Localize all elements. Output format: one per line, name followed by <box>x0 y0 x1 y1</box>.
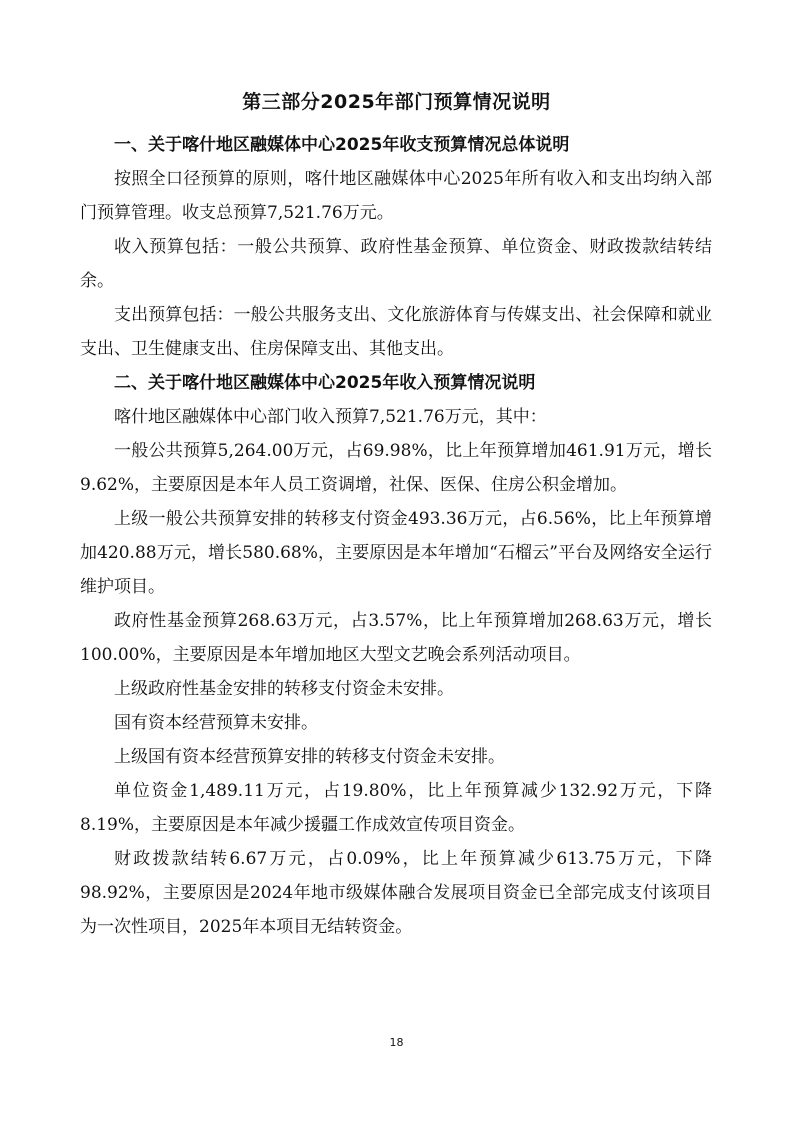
paragraph: 支出预算包括：一般公共服务支出、文化旅游体育与传媒支出、社会保障和就业支出、卫生健康支出、住房保障支出、其他支出。 <box>80 305 712 359</box>
page-title: 第三部分2025年部门预算情况说明 <box>242 91 551 113</box>
paragraph: 财政拨款结转6.67万元，占0.09%，比上年预算减少613.75万元，下降98.92%，主要原因是2024年地市级媒体融合发展项目资金已全部完成支付该项目为一次性项目，2025年本项目无结转资金。 <box>80 849 712 937</box>
document-body <box>80 128 712 944</box>
paragraph: 单位资金1,489.11万元，占19.80%，比上年预算减少132.92万元，下降8.19%，主要原因是本年减少援疆工作成效宣传项目资金。 <box>80 781 712 835</box>
paragraph: 按照全口径预算的原则，喀什地区融媒体中心2025年所有收入和支出均纳入部门预算管理。收支总预算7,521.76万元。 <box>80 169 712 223</box>
paragraph: 喀什地区融媒体中心部门收入预算7,521.76万元，其中： <box>114 407 547 427</box>
paragraph: 上级国有资本经营预算安排的转移支付资金未安排。 <box>114 747 505 767</box>
paragraph: 上级政府性基金安排的转移支付资金未安排。 <box>114 679 454 699</box>
paragraph: 国有资本经营预算未安排。 <box>114 713 318 733</box>
paragraph: 政府性基金预算268.63万元，占3.57%，比上年预算增加268.63万元，增长100.00%，主要原因是本年增加地区大型文艺晚会系列活动项目。 <box>80 611 712 665</box>
section-heading: 一、关于喀什地区融媒体中心2025年收支预算情况总体说明 <box>114 135 570 155</box>
section-heading: 二、关于喀什地区融媒体中心2025年收入预算情况说明 <box>114 373 536 393</box>
page-number: 18 <box>389 1036 404 1049</box>
paragraph: 收入预算包括：一般公共预算、政府性基金预算、单位资金、财政拨款结转结余。 <box>80 237 712 291</box>
paragraph: 一般公共预算5,264.00万元，占69.98%，比上年预算增加461.91万元，增长9.62%，主要原因是本年人员工资调增，社保、医保、住房公积金增加。 <box>80 441 712 495</box>
paragraph: 上级一般公共预算安排的转移支付资金493.36万元，占6.56%，比上年预算增加420.88万元，增长580.68%，主要原因是本年增加“石榴云”平台及网络安全运行维护项目。 <box>80 509 712 597</box>
